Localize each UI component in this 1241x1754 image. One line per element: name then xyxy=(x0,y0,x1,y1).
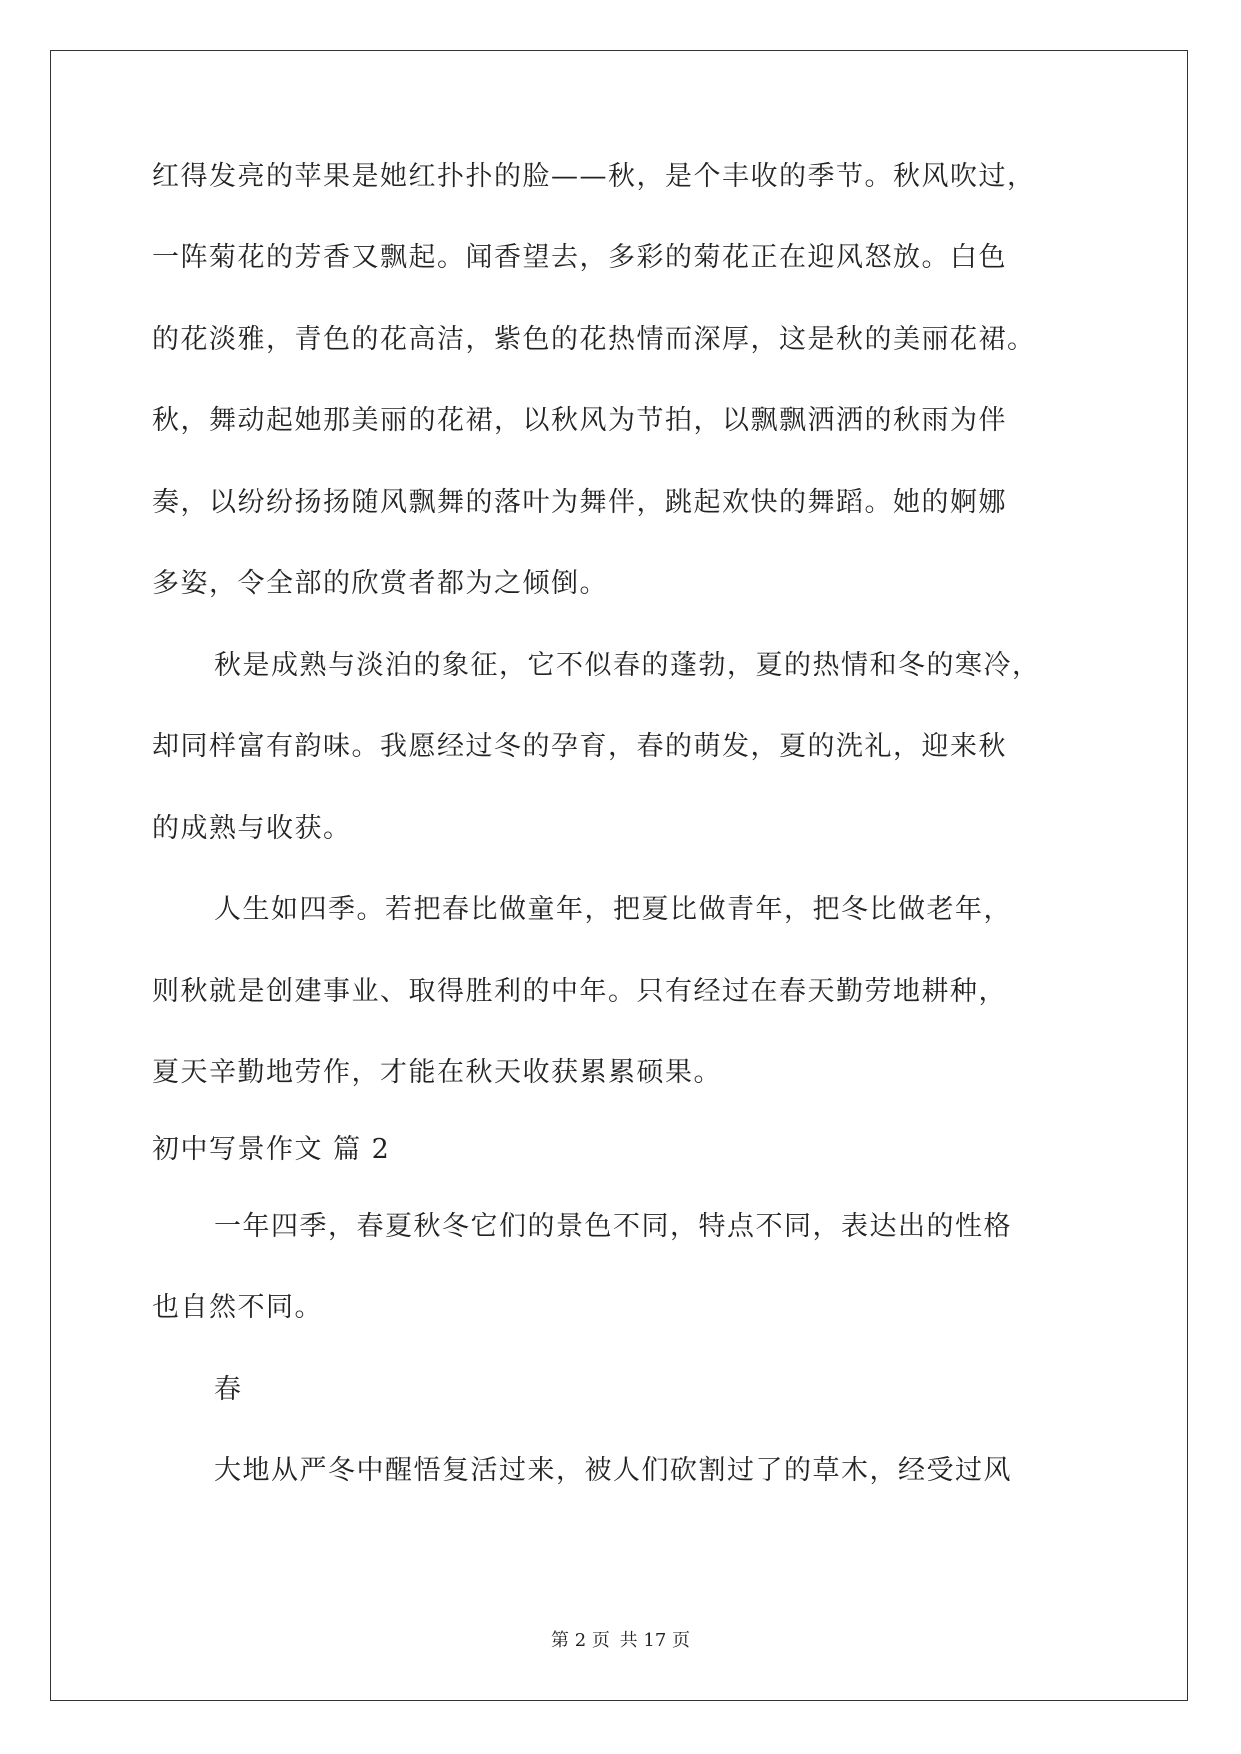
text-line: 的成熟与收获。 xyxy=(152,813,352,844)
page-frame xyxy=(50,50,1188,1701)
text-line: 秋，舞动起她那美丽的花裙，以秋风为节拍，以飘飘洒洒的秋雨为伴 xyxy=(152,405,1007,436)
text-line: 春 xyxy=(214,1374,243,1405)
section-heading: 初中写景作文 篇 2 xyxy=(152,1134,391,1165)
page-total: 共 17 页 xyxy=(619,1630,690,1651)
text-line: 红得发亮的苹果是她红扑扑的脸——秋，是个丰收的季节。秋风吹过， xyxy=(152,161,1036,192)
text-line: 秋是成熟与淡泊的象征，它不似春的蓬勃，夏的热情和冬的寒冷， xyxy=(214,650,1041,681)
page-number: 第 2 页 xyxy=(551,1630,610,1651)
page-footer xyxy=(0,1626,1241,1652)
text-line: 则秋就是创建事业、取得胜利的中年。只有经过在春天勤劳地耕种， xyxy=(152,976,1007,1007)
text-line: 多姿，令全部的欣赏者都为之倾倒。 xyxy=(152,568,608,599)
text-line: 一阵菊花的芳香又飘起。闻香望去，多彩的菊花正在迎风怒放。白色 xyxy=(152,242,1007,273)
text-line: 人生如四季。若把春比做童年，把夏比做青年，把冬比做老年， xyxy=(214,894,1012,925)
text-line: 夏天辛勤地劳作，才能在秋天收获累累硕果。 xyxy=(152,1057,722,1088)
text-line: 也自然不同。 xyxy=(152,1292,323,1323)
text-line: 一年四季，春夏秋冬它们的景色不同，特点不同，表达出的性格 xyxy=(214,1211,1012,1242)
text-line: 奏，以纷纷扬扬随风飘舞的落叶为舞伴，跳起欢快的舞蹈。她的婀娜 xyxy=(152,487,1007,518)
text-line: 大地从严冬中醒悟复活过来，被人们砍割过了的草木，经受过风 xyxy=(214,1455,1012,1486)
text-line: 却同样富有韵味。我愿经过冬的孕育，春的萌发，夏的洗礼，迎来秋 xyxy=(152,731,1007,762)
text-line: 的花淡雅，青色的花高洁，紫色的花热情而深厚，这是秋的美丽花裙。 xyxy=(152,324,1036,355)
